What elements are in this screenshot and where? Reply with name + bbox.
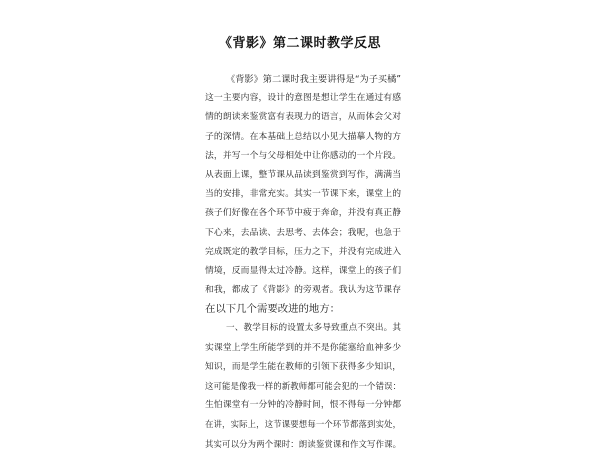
text-line: 情的朗读来鉴赏富有表现力的语言，从而体会父对	[205, 112, 401, 123]
text-line: 和我，都成了《背影》的旁观者。我认为这节课存	[205, 285, 401, 296]
text-line: 完成既定的教学目标，压力之下，并没有完成进入	[205, 246, 401, 257]
text-line: 实课堂上学生所能学到的并不是你能塞给血神多少	[205, 342, 401, 353]
text-line: 法，并写一个与父母相处中让你感动的一个片段。	[205, 150, 401, 161]
text-line: 子的深情。在本基础上总结以小见大描摹人物的方	[205, 131, 401, 142]
text-line: 这一主要内容，设计的意图是想让学生在通过有感	[205, 93, 401, 104]
text-line: 从表面上课，整节课从品读到鉴赏到写作，满满当	[205, 169, 401, 180]
text-line: 《背影》第二课时我主要讲得是“为子买橘”	[226, 74, 401, 85]
text-line: 在讲，实际上，这节课要想每一个环节都落到实处，	[205, 419, 401, 430]
text-line: 情境，反而显得太过冷静。这样，课堂上的孩子们	[205, 265, 401, 276]
text-line: 一、教学目标的设置太多导致重点不突出。其	[226, 323, 401, 334]
text-line: 其实可以分为两个课时：朗读鉴赏课和作文写作课。	[205, 438, 401, 449]
text-line: 当的安排，非常充实。其实一节课下来，课堂上的	[205, 189, 401, 200]
text-line: 下心来，去品读、去思考、去体会；我呢，也急于	[205, 227, 401, 238]
text-line: 这可能是像我一样的新教师都可能会犯的一个错误：	[205, 381, 401, 391]
document-title: 《背影》第二课时教学反思	[218, 36, 381, 51]
document-body	[205, 70, 401, 454]
text-line: 知识，而是学生能在教师的引领下获得多少知识，	[205, 361, 401, 372]
text-line: 在以下几个需要改进的地方：	[205, 303, 341, 316]
text-line: 生怕课堂有一分钟的冷静时间，恨不得每一分钟都	[205, 400, 401, 411]
text-line: 孩子们好像在各个环节中疲于奔命，并没有真正静	[205, 208, 401, 219]
